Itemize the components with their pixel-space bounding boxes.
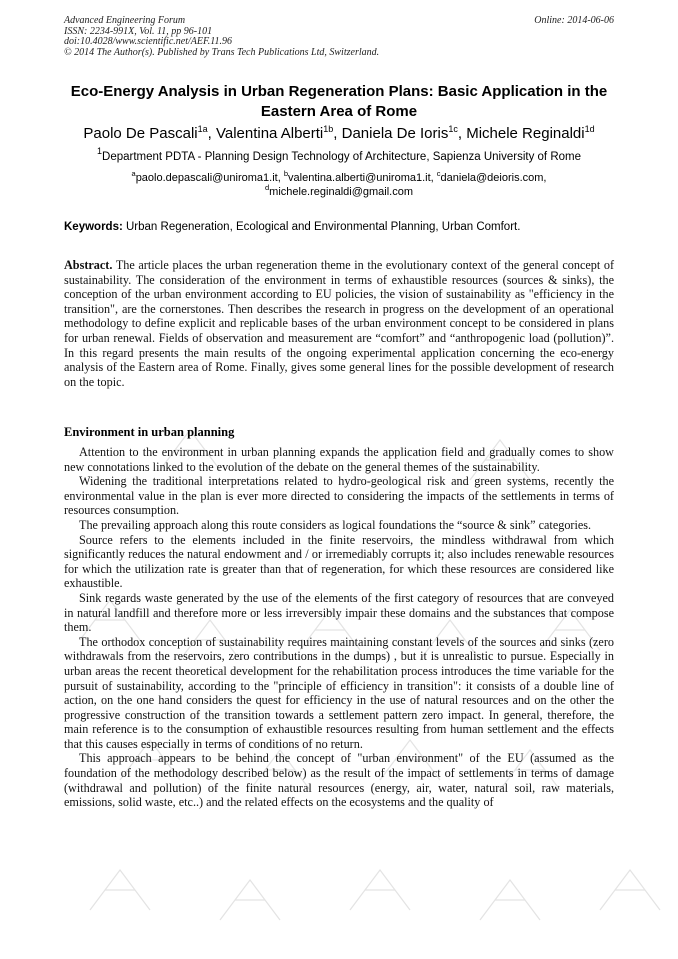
email-link[interactable]: daniela@deioris.com (440, 172, 544, 184)
email-link[interactable]: valentina.alberti@uniroma1.it (288, 172, 431, 184)
online-date: Online: 2014-06-06 (534, 15, 614, 26)
email-marker: b (283, 169, 289, 178)
journal-issn: ISSN: 2234-991X, Vol. 11, pp 96-101 (64, 25, 213, 37)
abstract-label: Abstract. (64, 258, 113, 272)
paragraph: The orthodox conception of sustainability requires maintaining constant levels of the sources and sinks (zero withdrawals from the reservoirs, zero contributions in the dumps) , but it is unrealistic to pursue. Especially in urban areas the recent theoretical development for the rehabilitation process introduces the time variable for the pursuit of sustainability, according to the "principle of efficiency in transition": it consists of a double line of action, on the one hand considers the quest for efficiency in the use of natural resources and on the other the progressive construction of the transition towards a settlement pattern zero impact. In general, therefore, the main reference is to the consumption of exhaustible resources resulting from human settlement and the effects that this causes especially in terms of conditions of no return. (64, 634, 614, 751)
abstract-text: The article places the urban regeneration theme in the evolutionary context of the general concept of sustainability. The consideration of the environment in terms of exhaustible resources (sources & sinks), the conception of the urban environment according to EU policies, the vision of sustainability as "efficiency in the transition", are the cornerstones. Then describes the research in progress on the development of an operational methodology to define explicit and replicable bases of the urban environment concept to be considered in plans for urban renewal. Fields of observation and measurement are “comfort” and “anthropogenic load (pollution)”. In this regard presents the main results of the ongoing experimental application concerning the eco-energy analysis of the Eastern area of Rome. Finally, gives some general lines for the possible development of research on the topic. (64, 258, 615, 389)
journal-name: Advanced Engineering Forum (64, 15, 186, 26)
author-name: Paolo De Pascali (83, 125, 198, 142)
author-separator: , (207, 125, 216, 142)
section-heading: Environment in urban planning (64, 425, 235, 439)
keywords-label: Keywords: (64, 221, 123, 233)
affiliation-marker: 1 (97, 146, 103, 156)
keywords (64, 220, 616, 234)
author-name: Valentina Alberti (215, 125, 324, 142)
author-emails: $^a$paolo.depascali@uniroma1.it, $^b$valentina.alberti@uniroma1.it, $^c$daniela@deioris.com, $^d$michele.reginaldi@gmail.com (131, 169, 547, 198)
author-name: Daniela De Ioris (341, 125, 449, 142)
author-list (0, 124, 678, 143)
paragraph: Attention to the environment in urban planning expands the application field and gradually comes to show new connotations linked to the evolution of the debate on the general themes of the sustainability. (64, 445, 614, 474)
paragraph: Widening the traditional interpretations related to hydro-geological risk and green systems, recently the environmental value in the plan is ever more directed to considering the impacts of the settlements in terms of resources consumption. (64, 474, 614, 518)
email-link[interactable]: paolo.depascali@uniroma1.it (135, 172, 278, 184)
email-link[interactable]: michele.reginaldi@gmail.com (269, 185, 413, 198)
author-affil-marker: 1d (584, 124, 595, 134)
author-separator: , (457, 125, 467, 142)
journal-header (64, 16, 464, 58)
email-marker: a (131, 169, 136, 178)
paragraph: Sink regards waste generated by the use of the elements of the first category of resources that are conveyed in natural landfill and therefore more or less irreversibly impair these domains and the substances that compose them. (64, 590, 614, 635)
section-body (64, 445, 614, 810)
author-separator: , (333, 125, 342, 142)
email-marker: c (436, 169, 441, 178)
author-name: Michele Reginaldi (466, 125, 585, 142)
keywords-text: Urban Regeneration, Ecological and Environmental Planning, Urban Comfort. (126, 221, 521, 233)
author-affil-marker: 1a (197, 124, 208, 134)
author-affil-marker: 1b (323, 124, 334, 134)
affiliation-text: Department PDTA - Planning Design Technology of Architecture, Sapienza University of Rome (102, 151, 581, 163)
affiliation (0, 146, 678, 164)
paragraph: The prevailing approach along this route considers as logical foundations the “source & sink” categories. (79, 517, 592, 532)
abstract (64, 258, 614, 389)
paragraph: Source refers to the elements included in the finite reservoirs, the mindless withdrawal from which significantly reduces the natural endowment and / or irremediably corrupts it; also includes renewable resources for which the utilization rate is greater than that of regeneration, for which these resources are considered like exhaustible. (64, 532, 614, 591)
author-affil-marker: 1c (448, 124, 458, 134)
paper-title: Eco-Energy Analysis in Urban Regeneration Plans: Basic Application in the Eastern Area of Rome (70, 83, 608, 120)
paragraph: This approach appears to be behind the concept of "urban environment" of the EU (assumed as the foundation of the methodology described below) as the result of the impact of settlements in terms of damage (withdrawal and pollution) of the finite natural resources (energy, air, water, natural soil, raw materials, emissions, solid waste, etc..) and the related effects on the ecosystems and the quality of (64, 751, 614, 810)
email-marker: d (264, 182, 270, 192)
journal-copyright: © 2014 The Author(s). Published by Trans Tech Publications Ltd, Switzerland. (64, 46, 380, 58)
journal-doi: doi:10.4028/www.scientific.net/AEF.11.96 (64, 36, 233, 47)
